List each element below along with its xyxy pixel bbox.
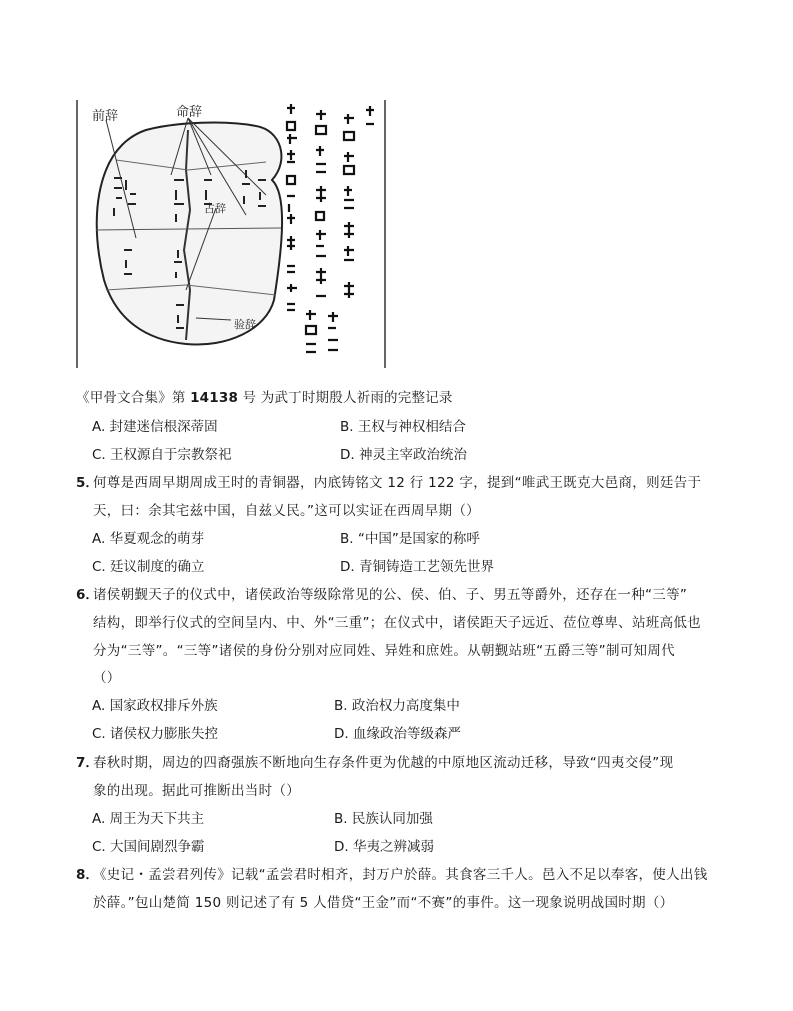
oracle-bone-figure [76,100,386,368]
q5-option-a[interactable]: A. 华夏观念的萌芽 [92,531,205,547]
q5-stem-line1: 何尊是西周早期周成王时的青铜器，内底铸铭文 12 行 122 字，提到“唯武王既克大邑商，则廷告于 [93,475,702,491]
label-yanci: 验辞 [234,318,256,331]
q7-option-d[interactable]: D. 华夷之辨减弱 [334,839,434,855]
q7-number: 7． [76,755,99,771]
label-mingci: 命辞 [176,105,203,120]
q6-stem-line2: 结构，即举行仪式的空间呈内、中、外“三重”；在仪式中，诸侯距天子远近、莅位尊卑、站班高低也 [93,615,701,631]
q8-number: 8． [76,867,99,883]
oracle-bone-illustration [76,100,386,368]
q6-option-d[interactable]: D. 血缘政治等级森严 [334,726,461,742]
q8-stem-line1: 《史记・孟尝君列传》记载“孟尝君时相齐，封万户於薛。其食客三千人。邑入不足以奉客，使人出钱 [93,867,708,883]
q4-option-b[interactable]: B. 王权与神权相结合 [340,419,466,435]
q4-option-d[interactable]: D. 神灵主宰政治统治 [340,447,467,463]
q5-option-c[interactable]: C. 廷议制度的确立 [92,559,205,575]
q4-caption-post: 号 为武丁时期殷人祈雨的完整记录 [238,390,453,406]
q7-stem-line2: 象的出现。据此可推断出当时（） [93,783,300,799]
q6-option-c[interactable]: C. 诸侯权力膨胀失控 [92,726,219,742]
q7-option-c[interactable]: C. 大国间剧烈争霸 [92,839,205,855]
q5-option-d[interactable]: D. 青铜铸造工艺领先世界 [340,559,494,575]
q7-option-a[interactable]: A. 周王为天下共主 [92,811,205,827]
q6-option-b[interactable]: B. 政治权力高度集中 [334,698,460,714]
label-zhanci: 占辞 [204,202,226,215]
q6-number: 6． [76,587,99,603]
q5-number: 5． [76,475,99,491]
q6-stem-line4: （） [93,670,121,686]
label-qianci: 前辞 [92,109,119,124]
q6-stem-line3: 分为“三等”。“三等”诸侯的身份分别对应同姓、异姓和庶姓。从朝觐站班“五爵三等”制可知周代 [93,643,675,659]
q4-option-c[interactable]: C. 王权源自于宗教祭祀 [92,447,232,463]
q5-option-b[interactable]: B. “中国”是国家的称呼 [340,531,480,547]
q6-option-a[interactable]: A. 国家政权排斥外族 [92,698,218,714]
q7-stem-line1: 春秋时期，周边的四裔强族不断地向生存条件更为优越的中原地区流动迁移，导致“四夷交侵”现 [93,755,674,771]
q4-caption [76,386,453,406]
q5-stem-line2: 天，曰：余其宅兹中国，自兹乂民。”这可以实证在西周早期（） [93,503,480,519]
q4-caption-number: 14138 [190,390,239,406]
q6-stem-line1: 诸侯朝觐天子的仪式中，诸侯政治等级除常见的公、侯、伯、子、男五等爵外，还存在一种“三等” [93,587,688,603]
q7-option-b[interactable]: B. 民族认同加强 [334,811,433,827]
q8-stem-line2: 於薛。”包山楚简 150 则记述了有 5 人借贷“王金”而“不赛”的事件。这一现象说明战国时期（） [93,895,674,911]
q4-caption-pre: 《甲骨文合集》第 [76,390,191,406]
q4-option-a[interactable]: A. 封建迷信根深蒂固 [92,419,218,435]
